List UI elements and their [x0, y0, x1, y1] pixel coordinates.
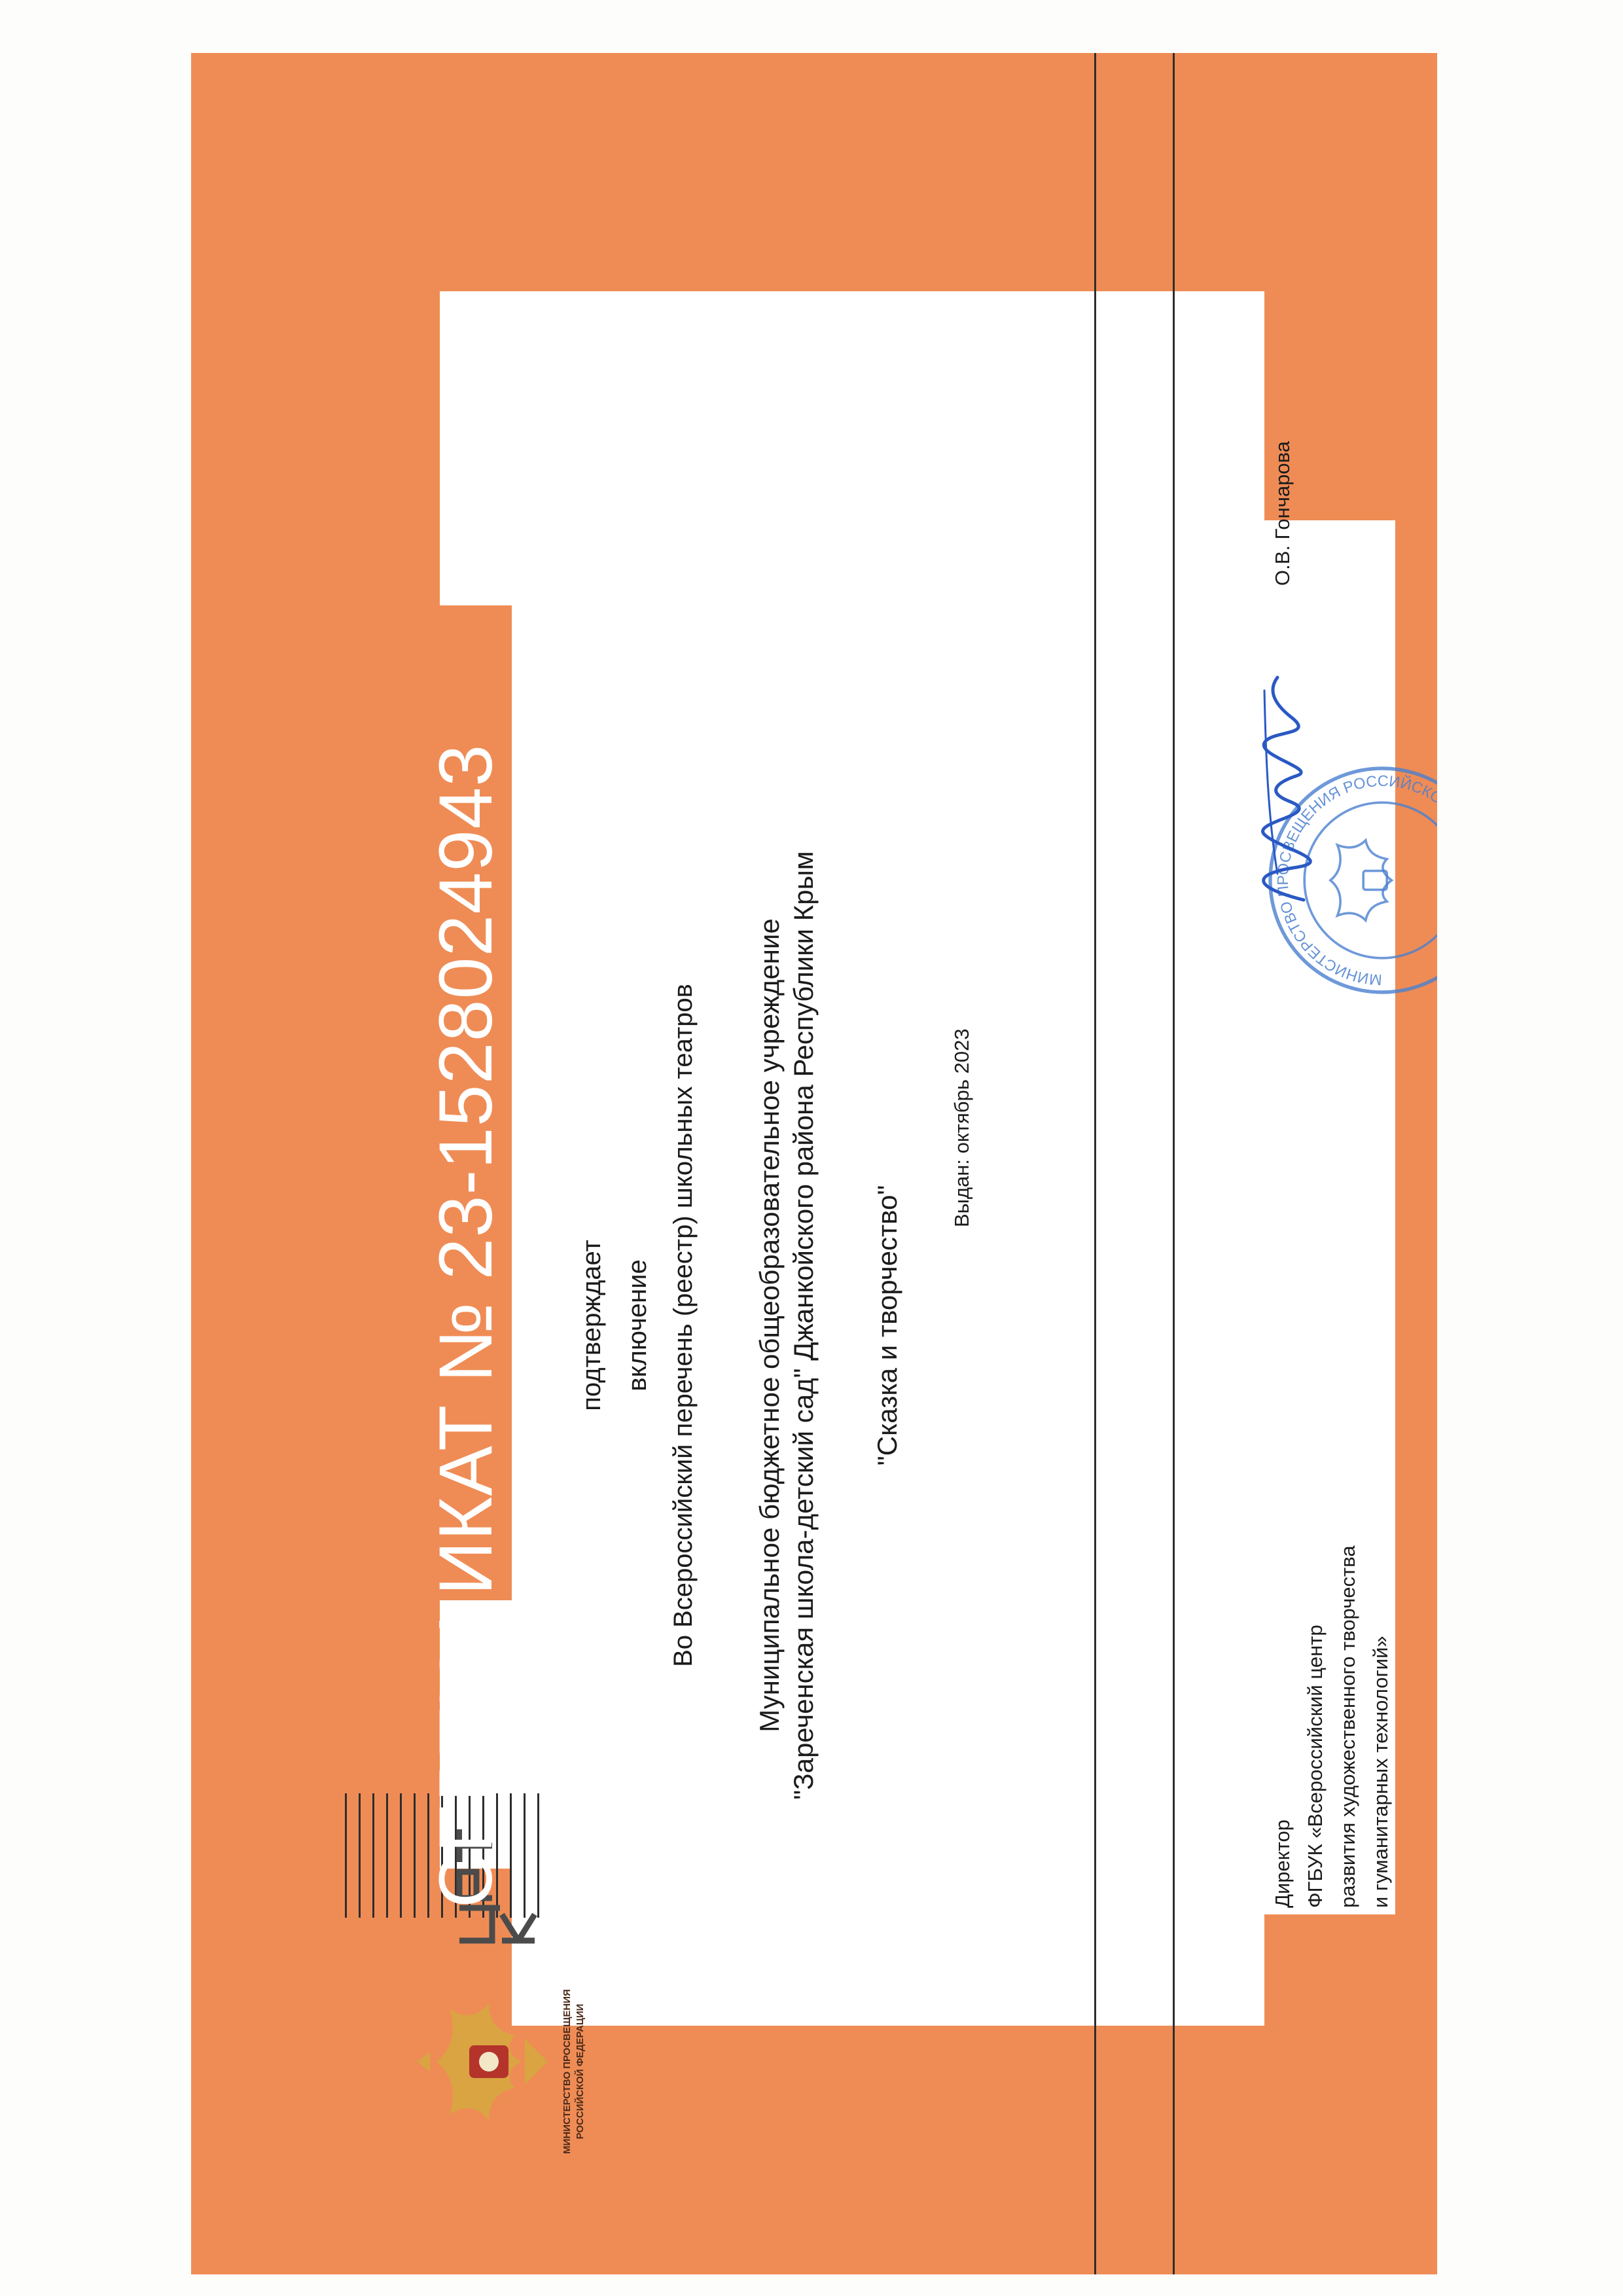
certificate: [191, 53, 1491, 2274]
ministry-name-line1: МИНИСТЕРСТВО ПРОСВЕЩЕНИЯ: [562, 1989, 573, 2154]
signatory-position-line3: развития художественного творчества: [1336, 1545, 1359, 1908]
institution-line2: "Зареченская школа-детский сад" Джанкойского района Республики Крым: [788, 851, 819, 1800]
signature-icon: [1205, 664, 1356, 913]
eagle-emblem-icon: [407, 1980, 571, 2144]
issued-date: Выдан: октябрь 2023: [950, 1028, 973, 1227]
institution-line1: Муниципальное бюджетное общеобразовательное учреждение: [754, 918, 785, 1732]
divider-line: [1173, 53, 1175, 2274]
signatory-position-line4: и гуманитарных технологий»: [1369, 1636, 1392, 1908]
theatre-name: "Сказка и творчество": [872, 1185, 902, 1466]
seal-ring-text: МИНИСТЕРСТВО ПРОСВЕЩЕНИЯ РОССИЙСКОЙ ФЕДЕРАЦИИ: [1274, 772, 1491, 989]
registry-text: Во Всероссийский перечень (реестр) школьных театров: [669, 984, 698, 1667]
signatory-position-line2: ФГБУК «Всероссийский центр: [1304, 1624, 1327, 1908]
inclusion-text: включение: [623, 1259, 652, 1391]
white-panel-right-ext: [440, 291, 525, 605]
divider-line: [1094, 53, 1096, 2274]
confirms-text: подтверждает: [577, 1240, 606, 1411]
ministry-name-line2: РОССИЙСКОЙ ФЕДЕРАЦИИ: [575, 2003, 586, 2140]
signatory-position-line1: Директор: [1271, 1819, 1294, 1908]
signatory-name: О.В. Гончарова: [1271, 441, 1294, 586]
certificate-title: СЕРТИФИКАТ № 23-1528024943: [424, 744, 508, 1908]
